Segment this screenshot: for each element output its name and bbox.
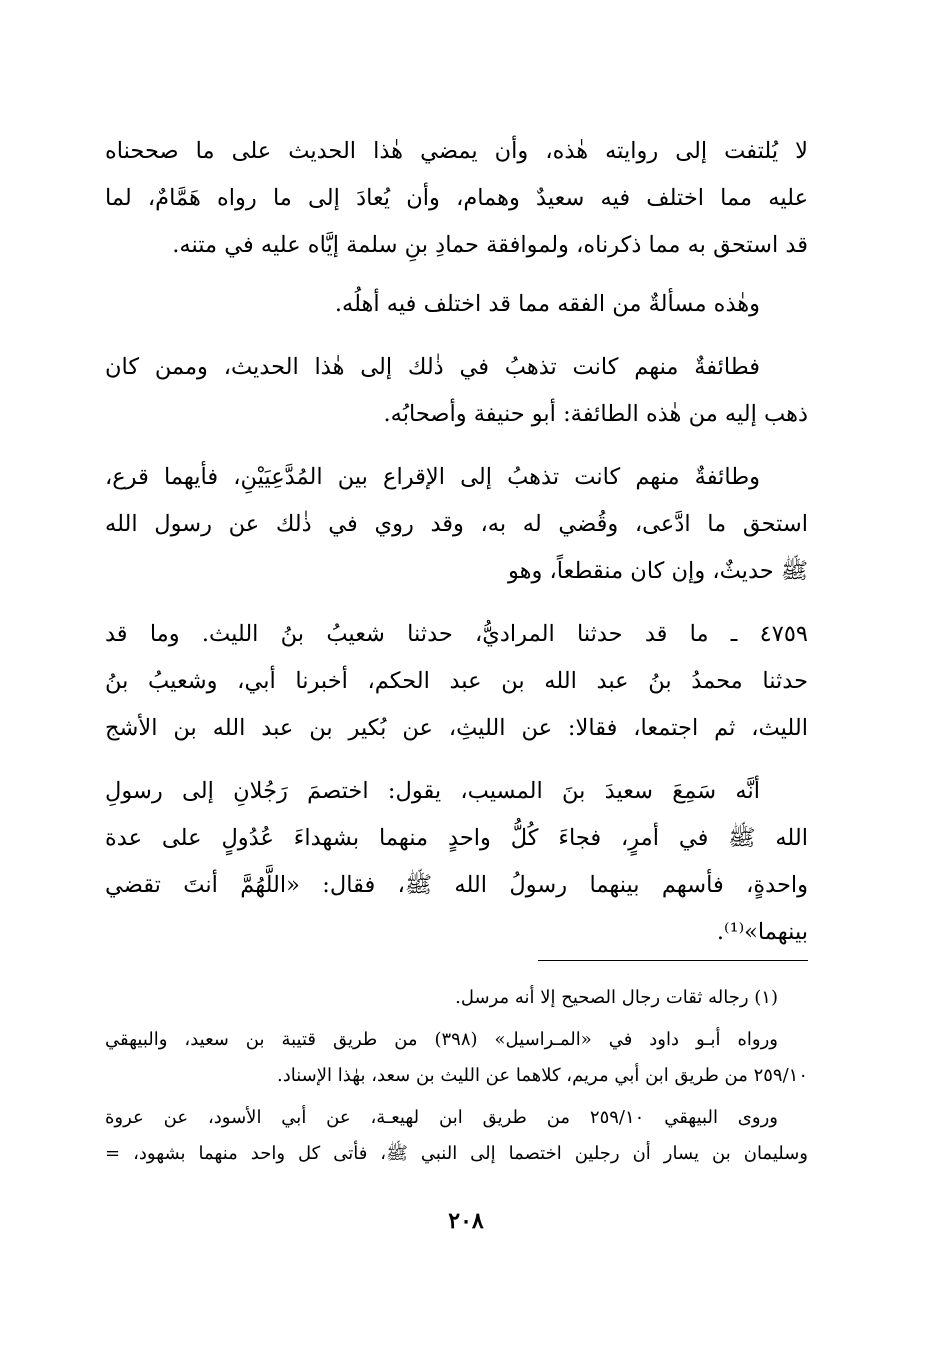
footnote-1	[105, 980, 808, 1016]
footnote-line: (١) رجاله ثقات رجال الصحيح إلا أنه مرسل.	[455, 987, 778, 1008]
footnote-1-continuation-a	[105, 1022, 808, 1094]
footnote-line: وسليمان بن يسار أن رجلين اختصما إلى النبي ﷺ، فأتى كل واحد منهما بشهود، =	[105, 1143, 808, 1164]
paragraph-1	[105, 128, 808, 269]
footnote-line: ورواه أبـو داود في «المـراسيل» (٣٩٨) من طريق قتيبة بن سعيد، والبيهقي	[105, 1029, 778, 1050]
footnote-line: ٢٥٩/١٠ من طريق ابن أبي مريم، كلاهما عن الليث بن سعد، بهٰذا الإسناد.	[277, 1065, 808, 1086]
text-line: قد استحق به مما ذكرناه، ولموافقة حمادِ بنِ سلمة إيَّاه عليه في متنه.	[172, 232, 808, 258]
text-line: واحدةٍ، فأسهم بينهما رسولُ الله ﷺ، فقال: «اللَّهُمَّ أنتَ تقضي	[105, 872, 808, 898]
text-line: عليه مما اختلف فيه سعيدٌ وهمام، وأن يُعادَ إلى ما رواه هَمَّامٌ، لما	[105, 185, 808, 211]
text-line: ﷺ حديثٌ، وإن كان منقطعاً، وهو	[507, 558, 808, 584]
text-line: ذهب إليه من هٰذه الطائفة: أبو حنيفة وأصحابُه.	[383, 401, 808, 427]
page-number: ٢٠٨	[448, 1208, 484, 1234]
main-text	[105, 128, 808, 956]
text-line: الله ﷺ في أمرٍ، فجاءَ كُلُّ واحدٍ منهما بشهداءَ عُدُولٍ على عدة	[105, 825, 808, 851]
text-line: فطائفةٌ منهم كانت تذهبُ في ذٰلك إلى هٰذا الحديث، وممن كان	[105, 354, 760, 380]
paragraph-3	[105, 344, 808, 438]
text-line: لا يُلتفت إلى روايته هٰذه، وأن يمضي هٰذا الحديث على ما صححناه	[105, 138, 808, 164]
hadith-4759-matn	[105, 768, 808, 956]
text-line: استحق ما ادَّعى، وقُضي له به، وقد روي في ذٰلك عن رسول الله	[105, 511, 808, 537]
text-line: أنَّه سَمِعَ سعيدَ بنَ المسيب، يقول: اختصمَ رَجُلانِ إلى رسولِ	[105, 778, 760, 804]
paragraph-2	[105, 281, 808, 328]
text-line: ٤٧٥٩ ـ ما قد حدثنا المراديُّ، حدثنا شعيبُ بنُ الليث. وما قد	[105, 621, 808, 647]
footnote-1-continuation-b	[105, 1100, 808, 1172]
text-line: وهٰذه مسألةٌ من الفقه مما قد اختلف فيه أهلُه.	[334, 291, 760, 317]
footnote-divider	[538, 960, 808, 961]
text-line: بينهما»⁽¹⁾.	[716, 919, 808, 945]
hadith-4759-isnad	[105, 611, 808, 752]
text-line: وطائفةٌ منهم كانت تذهبُ إلى الإقراع بين المُدَّعِيَيْنِ، فأيهما قرع،	[105, 464, 760, 490]
text-line: حدثنا محمدُ بنُ عبد الله بن عبد الحكم، أخبرنا أبي، وشعيبُ بنُ	[105, 668, 808, 694]
text-line: الليث، ثم اجتمعا، فقالا: عن الليثِ، عن بُكير بن عبد الله بن الأشج	[105, 715, 808, 741]
footnotes	[105, 980, 808, 1172]
paragraph-4	[105, 454, 808, 595]
footnote-line: وروى البيهقي ٢٥٩/١٠ من طريق ابن لهيعـة، عن أبي الأسود، عن عروة	[105, 1107, 778, 1128]
